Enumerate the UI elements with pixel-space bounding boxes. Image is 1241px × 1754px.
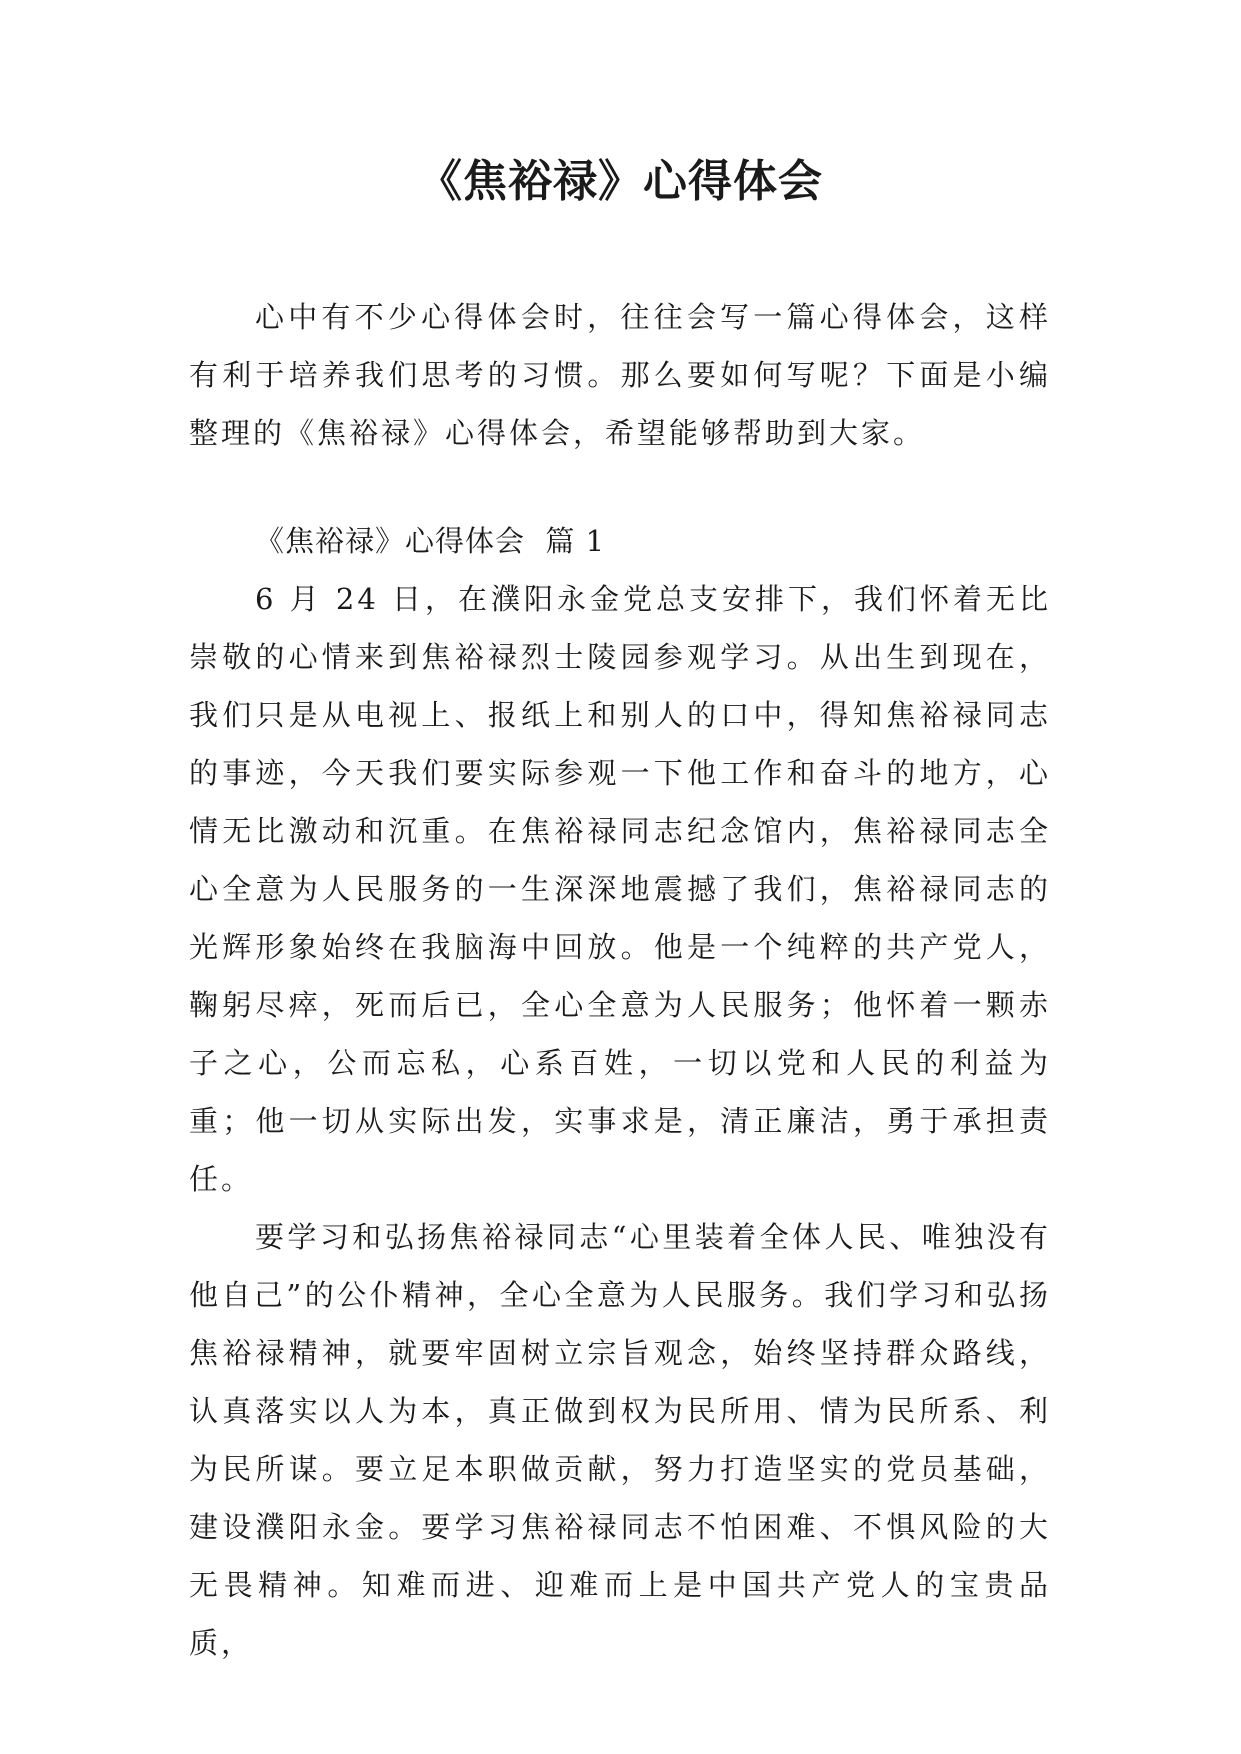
- document-body: [189, 288, 1051, 1672]
- body-paragraph-1: 6 月 24 日，在濮阳永金党总支安排下，我们怀着无比崇敬的心情来到焦裕禄烈士陵园参观学习。从出生到现在，我们只是从电视上、报纸上和别人的口中，得知焦裕禄同志的事迹，今天我们要实际参观一下他工作和奋斗的地方，心情无比激动和沉重。在焦裕禄同志纪念馆内，焦裕禄同志全心全意为人民服务的一生深深地震撼了我们，焦裕禄同志的光辉形象始终在我脑海中回放。他是一个纯粹的共产党人，鞠躬尽瘁，死而后已，全心全意为人民服务；他怀着一颗赤子之心，公而忘私，心系百姓，一切以党和人民的利益为重；他一切从实际出发，实事求是，清正廉洁，勇于承担责任。: [189, 582, 1051, 1196]
- document-title: 《焦裕禄》心得体会: [418, 156, 823, 207]
- section-spacer: [189, 462, 1051, 512]
- body-paragraph-2: 要学习和弘扬焦裕禄同志“心里装着全体人民、唯独没有他自己”的公仆精神，全心全意为人民服务。我们学习和弘扬焦裕禄精神，就要牢固树立宗旨观念，始终坚持群众路线，认真落实以人为本，真正做到权为民所用、情为民所系、利为民所谋。要立足本职做贡献，努力打造坚实的党员基础，建设濮阳永金。要学习焦裕禄同志不怕困难、不惧风险的大无畏精神。知难而进、迎难而上是中国共产党人的宝贵品质，: [189, 1220, 1051, 1660]
- section-heading: 《焦裕禄》心得体会 篇 1: [255, 524, 606, 558]
- intro-paragraph: 心中有不少心得体会时，往往会写一篇心得体会，这样有利于培养我们思考的习惯。那么要如何写呢？下面是小编整理的《焦裕禄》心得体会，希望能够帮助到大家。: [189, 300, 1051, 450]
